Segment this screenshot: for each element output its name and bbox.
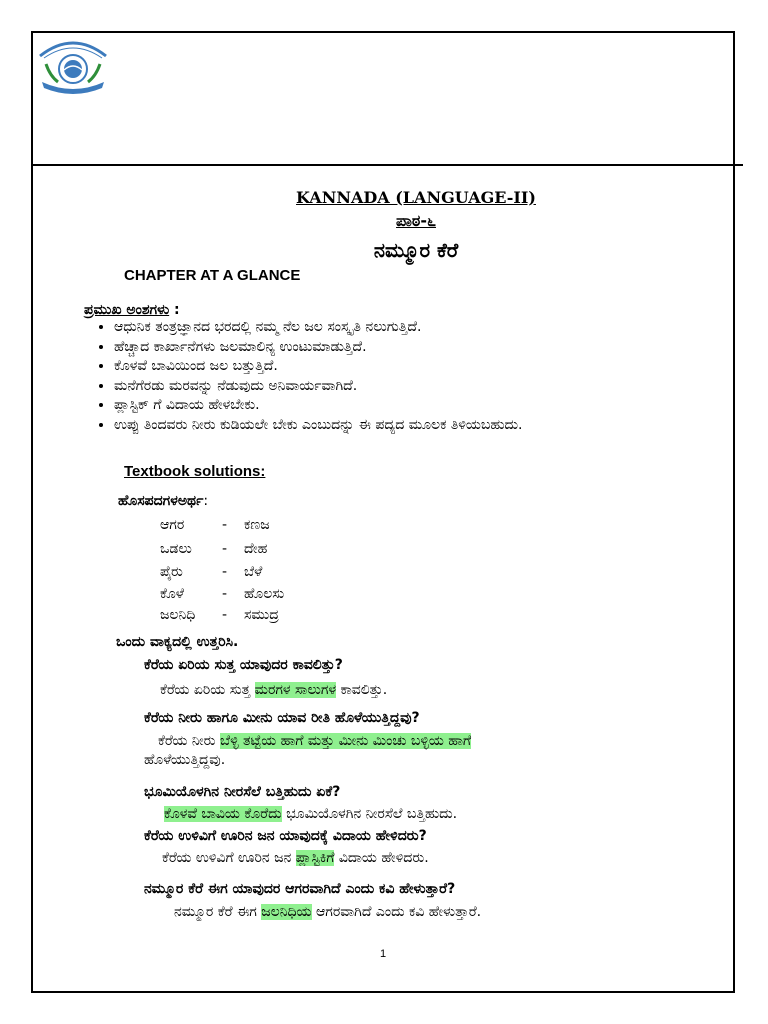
answer-text: ಕೆರೆಯ ನೀರು (158, 733, 220, 749)
question: ಭೂಮಿಯೊಳಗಿನ ನೀರಸೆಲೆ ಬತ್ತಿಹುದು ಏಕೆ? (144, 784, 341, 800)
question: ಕೆರೆಯ ಉಳಿವಿಗೆ ಊರಿನ ಜನ ಯಾವುದಕ್ಕೆ ವಿದಾಯ ಹೇಳಿದರು? (144, 828, 427, 844)
answer-text: ನಮ್ಮೂರ ಕೆರೆ ಈಗ (174, 904, 262, 920)
answer-highlight: ಮರಗಳ ಸಾಲುಗಳ (254, 682, 337, 698)
dash: - (222, 517, 228, 533)
word-row (160, 541, 267, 557)
key-points-list (86, 318, 714, 435)
word: ಒಡಲು (160, 541, 192, 557)
question: ಕೆರೆಯ ಏರಿಯ ಸುತ್ತ ಯಾವುದರ ಕಾವಲಿತ್ತು? (144, 657, 343, 673)
school-logo (34, 36, 112, 98)
question: ಕೆರೆಯ ನೀರು ಹಾಗೂ ಮೀನು ಯಾವ ರೀತಿ ಹೊಳೆಯುತ್ತಿದ್ದವು? (144, 710, 420, 726)
word-meanings-heading-text: ಹೊಸಪದಗಳಅರ್ಥ (118, 493, 204, 509)
answer-text: ಕೆರೆಯ ಉಳಿವಿಗೆ ಊರಿನ ಜನ (162, 850, 296, 866)
answer-text: ವಿದಾಯ ಹೇಳಿದರು. (334, 850, 429, 866)
subject-title: KANNADA (LANGUAGE-II) (296, 188, 536, 207)
word: ಜಲನಿಧಿ (160, 607, 196, 623)
key-point: • ಹೆಚ್ಚಾದ ಕಾರ್ಖಾನೆಗಳು ಜಲಮಾಲಿನ್ಯ ಉಂಟುಮಾಡುತ್ತಿದೆ. (114, 338, 714, 358)
key-points-heading-suffix: : (169, 302, 180, 318)
dash: - (222, 541, 228, 557)
word-row (160, 517, 270, 533)
key-point: • ಕೊಳವೆ ಬಾವಿಯಿಂದ ಜಲ ಬತ್ತುತ್ತಿದೆ. (114, 357, 714, 377)
answer-highlight: ಬೆಳ್ಳಿ ತಟ್ಟೆಯ ಹಾಗೆ ಮತ್ತು ಮೀನು ಮಿಂಚು ಬಳ್ಳಿಯ ಹಾಗೆ (219, 733, 472, 749)
key-points-heading-text: ಪ್ರಮುಖ ಅಂಶಗಳು (84, 302, 170, 318)
word-row (160, 607, 279, 623)
page-number: 1 (380, 948, 387, 960)
meaning: ಕಣಜ (244, 517, 270, 533)
answer-highlight: ಕೊಳವೆ ಬಾವಿಯ ಕೊರೆದು (164, 806, 282, 822)
key-point: • ಆಧುನಿಕ ತಂತ್ರಜ್ಞಾನದ ಭರದಲ್ಲಿ ನಮ್ಮ ನೆಲ ಜಲ ಸಂಸ್ಕೃತಿ ನಲುಗುತ್ತಿದೆ. (114, 318, 714, 338)
word: ಪೈರು (160, 564, 183, 580)
question: ನಮ್ಮೂರ ಕೆರೆ ಈಗ ಯಾವುದರ ಆಗರವಾಗಿದೆ ಎಂದು ಕವಿ ಹೇಳುತ್ತಾರೆ? (144, 881, 456, 897)
answer (162, 850, 429, 866)
dash: - (222, 564, 228, 580)
key-point: • ಪ್ಲಾಸ್ಟಿಕ್ ಗೆ ವಿದಾಯ ಹೇಳಬೇಕು. (114, 396, 714, 416)
word-row (160, 586, 284, 602)
word-row (160, 564, 262, 580)
key-points-heading (84, 302, 180, 318)
word: ಆಗರ (160, 517, 185, 533)
answers-heading: ಒಂದು ವಾಕ್ಯದಲ್ಲಿ ಉತ್ತರಿಸಿ. (116, 634, 239, 650)
answer-text: ಕೆರೆಯ ಏರಿಯ ಸುತ್ತ (160, 682, 255, 698)
meaning: ಬೆಳೆ (244, 564, 263, 580)
answer (164, 806, 457, 822)
page-frame (31, 31, 735, 993)
answer-text: ಭೂಮಿಯೊಳಗಿನ ನೀರಸೆಲೆ ಬತ್ತಿಹುದು. (281, 806, 458, 822)
answer (158, 733, 471, 749)
word-meanings-heading-suffix: : (203, 493, 209, 509)
key-point: • ಉಪ್ಪು ತಿಂದವರು ನೀರು ಕುಡಿಯಲೇ ಬೇಕು ಎಂಬುದನ್ನು ಈ ಪದ್ಯದ ಮೂಲಕ ತಿಳಿಯಬಹುದು. (114, 416, 674, 436)
answer-text: ಕಾವಲಿತ್ತು. (336, 682, 388, 698)
meaning: ದೇಹ (244, 541, 268, 557)
word: ಕೊಳೆ (160, 586, 184, 602)
lesson-name: ನಮ್ಮೂರ ಕೆರೆ (373, 238, 459, 262)
meaning: ಹೊಲಸು (244, 586, 285, 602)
textbook-heading: Textbook solutions: (124, 463, 266, 480)
answer-highlight: ಜಲನಿಧಿಯ (261, 904, 312, 920)
lesson-number: ಪಾಠ-೬ (396, 211, 436, 230)
key-point: • ಮನೆಗೆರಡು ಮರವನ್ನು ನೆಡುವುದು ಅನಿವಾರ್ಯವಾಗಿದೆ. (114, 377, 714, 397)
answer-line2: ಹೊಳೆಯುತ್ತಿದ್ದವು. (144, 752, 226, 768)
answer (174, 904, 481, 920)
dash: - (222, 586, 228, 602)
chapter-heading: CHAPTER AT A GLANCE (124, 267, 301, 284)
answer (160, 682, 387, 698)
answer-highlight: ಪ್ಲಾಸ್ಟಿಕಿಗೆ (295, 850, 335, 866)
meaning: ಸಮುದ್ರ (244, 607, 279, 623)
header-divider (31, 164, 743, 166)
answer-text: ಆಗರವಾಗಿದೆ ಎಂದು ಕವಿ ಹೇಳುತ್ತಾರೆ. (311, 904, 482, 920)
dash: - (222, 607, 228, 623)
word-meanings-heading (118, 493, 208, 509)
